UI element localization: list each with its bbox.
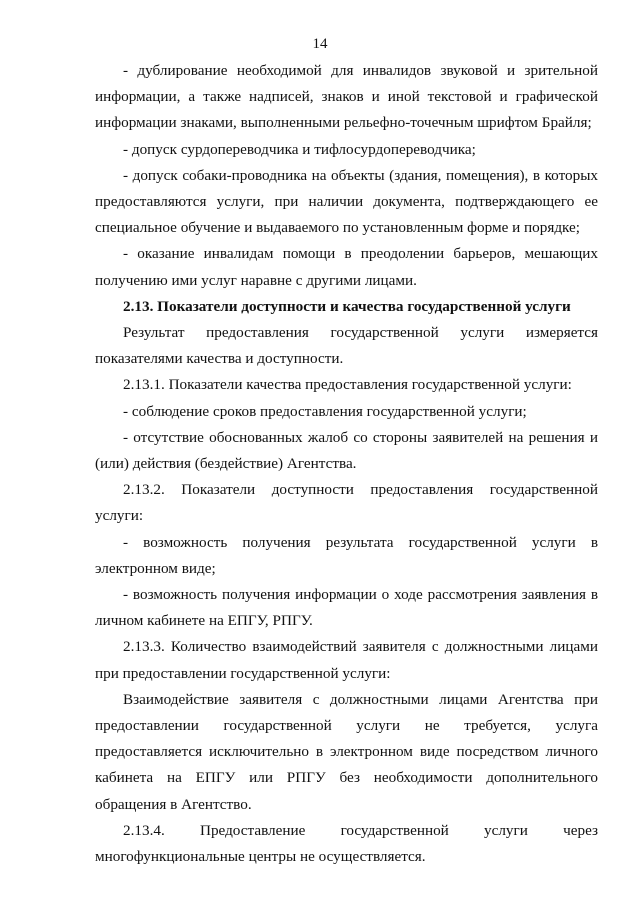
paragraph-quality-title: 2.13.1. Показатели качества предоставления государственной услуги: [123,376,572,394]
paragraph-result-measure: Результат предоставления государственной услуги измеряется показателями качества и доступности. [95,324,598,368]
paragraph-interactions-count: 2.13.3. Количество взаимодействий заявителя с должностными лицами при предоставлении государственной услуги: [95,638,598,682]
section-heading: 2.13. Показатели доступности и качества государственной услуги [123,297,571,315]
paragraph-deadlines: - соблюдение сроков предоставления государственной услуги; [123,402,527,420]
paragraph-progress-info: - возможность получения информации о ходе рассмотрения заявления в личном кабинете на ЕПГУ, РПГУ. [95,586,598,630]
paragraph-availability-title: 2.13.2. Показатели доступности предоставления государственной услуги: [95,481,598,525]
paragraph-mfc: 2.13.4. Предоставление государственной услуги через многофункциональные центры не осуществляется. [95,821,598,866]
paragraph-electronic-result: - возможность получения результата государственной услуги в электронном виде; [95,533,598,577]
paragraph-barrier-assistance: - оказание инвалидам помощи в преодолении барьеров, мешающих получению ими услуг наравне с другими лицами. [95,245,598,289]
paragraph-sign-language: - допуск сурдопереводчика и тифлосурдопереводчика; [123,140,476,158]
paragraph-guide-dog: - допуск собаки-проводника на объекты (здания, помещения), в которых предоставляются услуги, при наличии документа, подтверждающего ее специальное обучение и выдаваемого по установленным форме и порядке; [95,166,598,237]
paragraph-braille: - дублирование необходимой для инвалидов звуковой и зрительной информации, а также надписей, знаков и иной текстовой и графической информации знаками, выполненными рельефно-точечным шрифтом Брайля; [95,62,598,132]
page-number: 14 [312,36,328,52]
paragraph-interaction-not-required: Взаимодействие заявителя с должностными лицами Агентства при предоставлении государственной услуги не требуется, услуга предоставляется исключительно в электронном виде посредством личного кабинета на ЕПГУ или РПГУ без необходимости дополнительного обращения в Агентство. [95,690,598,813]
document-body [95,58,598,870]
paragraph-complaints: - отсутствие обоснованных жалоб со стороны заявителей на решения и (или) действия (бездействие) Агентства. [95,428,598,473]
